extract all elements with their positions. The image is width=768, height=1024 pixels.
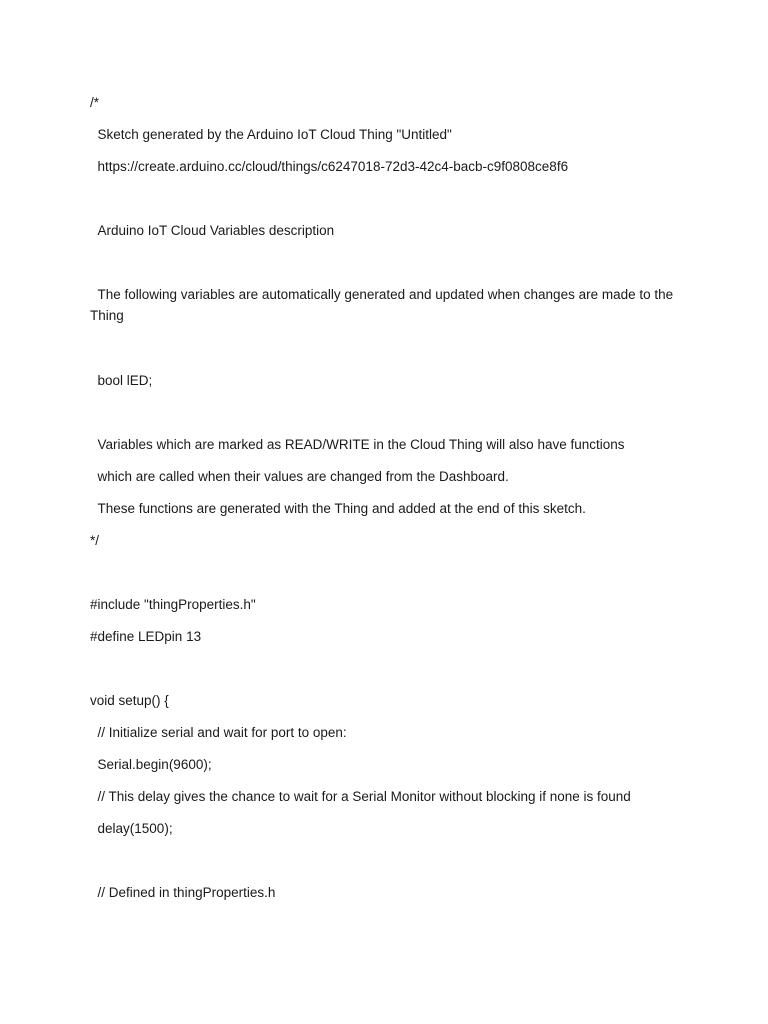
code-line: #define LEDpin 13 xyxy=(90,629,202,644)
code-line: bool lED; xyxy=(90,373,153,388)
code-line: which are called when their values are changed from the Dashboard. xyxy=(90,469,509,484)
code-line: The following variables are automatically generated and updated when changes are made to the Thing xyxy=(90,287,677,323)
code-line: Arduino IoT Cloud Variables description xyxy=(90,223,335,238)
code-line: // Defined in thingProperties.h xyxy=(90,885,276,900)
code-line: Serial.begin(9600); xyxy=(90,757,212,772)
code-line: https://create.arduino.cc/cloud/things/c6247018-72d3-42c4-bacb-c9f0808ce8f6 xyxy=(90,159,569,174)
code-line: */ xyxy=(90,533,100,548)
code-line: /* xyxy=(90,95,100,110)
code-line: Sketch generated by the Arduino IoT Cloud Thing "Untitled" xyxy=(90,127,452,142)
code-line: #include "thingProperties.h" xyxy=(90,597,256,612)
code-line: // Initialize serial and wait for port to open: xyxy=(90,725,347,740)
code-line: // This delay gives the chance to wait for a Serial Monitor without blocking if none is found xyxy=(90,789,631,804)
code-line: delay(1500); xyxy=(90,821,173,836)
code-line: These functions are generated with the Thing and added at the end of this sketch. xyxy=(90,501,586,516)
code-line: void setup() { xyxy=(90,693,169,708)
code-line: Variables which are marked as READ/WRITE in the Cloud Thing will also have functions xyxy=(90,437,625,452)
